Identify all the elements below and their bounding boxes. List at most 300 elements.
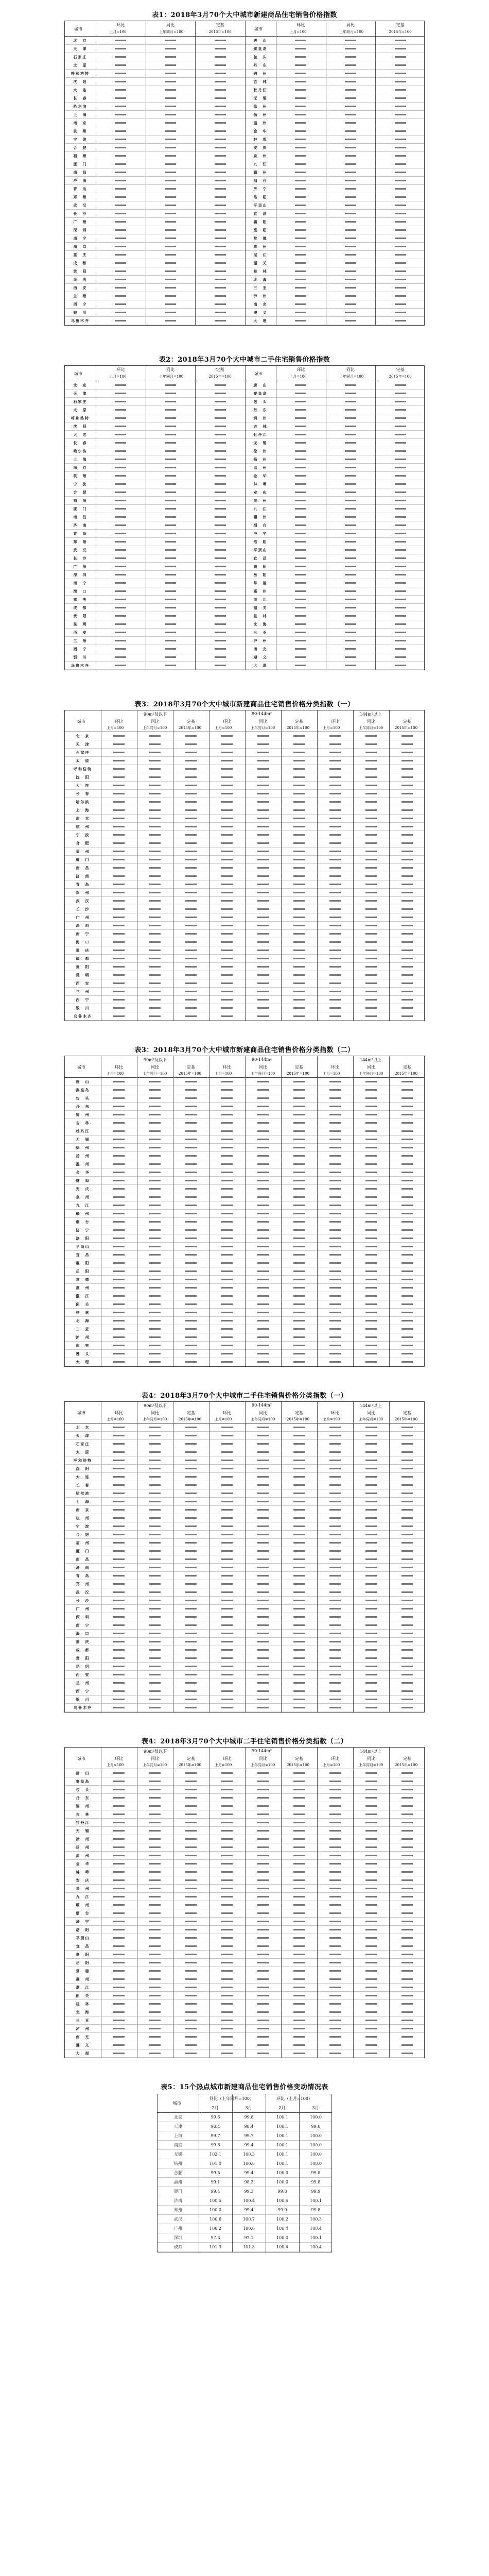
value-cell [293,1188,305,1190]
value-cell [365,1633,377,1634]
value-cell [165,213,176,214]
value-cell [221,1172,233,1173]
value-cell [257,1320,269,1321]
value-cell [345,656,356,658]
table-row [65,1810,424,1819]
value-cell [295,180,306,181]
value-cell [329,859,341,860]
value-cell [293,1254,305,1256]
value-cell [113,1558,125,1560]
value-cell [365,982,377,984]
table-row [65,1012,424,1021]
value-cell [165,97,176,99]
table-row [65,1448,424,1456]
value-cell [345,196,356,198]
value-cell [113,1550,125,1552]
value-cell [221,1303,233,1305]
value-cell [365,1172,377,1173]
value-cell [257,834,269,836]
value-cell [257,1567,269,1568]
value-cell [293,999,305,1001]
table-row [65,521,424,530]
value-cell [165,426,176,427]
value-cell [395,533,406,534]
table-row [65,127,424,135]
table-row [65,2049,424,2058]
value-cell [293,1641,305,1642]
value-cell [257,1089,269,1091]
value-cell [185,1879,197,1881]
header-city: 城市 [77,1411,85,1415]
value-cell [329,933,341,935]
header-base-label: 上年同月=100 [159,375,184,379]
value-cell: 98.4 [244,2124,254,2129]
value-cell [401,991,413,992]
value-cell [345,246,356,247]
value-cell [257,1238,269,1239]
value-cell [115,262,126,264]
value-cell [329,1451,341,1453]
header-metric-label: 同比 [259,1756,267,1761]
value-cell [293,1353,305,1354]
value-cell [113,1451,125,1453]
table-row [65,889,424,897]
table-row [65,1078,424,1086]
value-cell [345,426,356,427]
value-cell [329,1468,341,1469]
value-cell [165,89,176,91]
value-cell [185,1295,197,1297]
value-cell [215,401,226,402]
value-cell: 99.9 [311,2189,321,2194]
city-name: 湛 江 [253,252,268,257]
table-row [65,1679,424,1687]
header-base-label: 上月=100 [323,726,340,730]
value-cell [329,2044,341,2046]
value-cell [221,1888,233,1889]
header-month-label: 3月 [245,2106,252,2110]
value-cell [113,1838,125,1840]
value-cell [185,1501,197,1502]
value-cell [401,1106,413,1107]
header-metric-label: 定基 [187,1756,195,1761]
value-cell [395,492,406,493]
value-cell: 100.6 [209,2217,221,2222]
value-cell [395,417,406,419]
table-row [65,2000,424,2008]
city-name: 兰 州 [73,638,88,643]
value-cell [365,884,377,885]
value-cell [221,1221,233,1223]
value-cell [329,925,341,926]
value-cell [395,262,406,264]
city-name: 赣 州 [253,170,268,175]
value-cell [113,1196,125,1198]
header-size-group: 90-144m² [252,1057,272,1062]
value-cell [293,1707,305,1708]
value-cell [365,1246,377,1247]
column-rule [317,1056,318,1366]
table-row [65,596,424,604]
value-cell [185,1830,197,1832]
value-cell [401,2053,413,2054]
header-base-label: 2015年=100 [179,1417,202,1421]
value-cell: 100.1 [276,2161,288,2166]
value-cell [165,64,176,66]
table-row [65,1267,424,1276]
value-cell [257,1328,269,1330]
table-row [65,1243,424,1251]
city-name: 郑 州 [76,1582,90,1586]
value-cell [395,81,406,82]
city-name: 福 州 [76,1540,90,1545]
value-cell [185,826,197,827]
value-cell [113,867,125,869]
value-cell [395,114,406,115]
column-rule [281,1748,282,2058]
value-cell [185,1361,197,1363]
value-cell: 100.1 [276,2143,288,2147]
value-cell [221,982,233,984]
city-name: 太 原 [73,408,88,412]
table-row [158,2233,331,2243]
value-cell [365,1221,377,1223]
table-row [65,1794,424,1802]
value-cell [149,859,161,860]
table-row [65,1226,424,1234]
value-cell [401,793,413,794]
value-cell [365,1270,377,1272]
value-cell [329,950,341,951]
value-cell [329,1822,341,1823]
value-cell [257,1270,269,1272]
value-cell [257,1139,269,1140]
value-cell [401,2003,413,2005]
table-row [65,653,424,662]
value-cell [215,483,226,485]
value-cell [149,2036,161,2038]
value-cell [365,1649,377,1651]
value-cell [401,1163,413,1165]
value-cell [215,599,226,600]
value-cell [295,467,306,468]
value-cell [295,262,306,264]
city-name: 泸 州 [76,2026,90,2031]
value-cell [295,434,306,435]
value-cell [113,974,125,976]
value-cell [185,1526,197,1527]
value-cell [293,1007,305,1009]
city-name: 武 汉 [76,899,90,903]
city-name: 南 宁 [76,1623,90,1628]
value-cell [113,1945,125,1947]
city-name: 桂 林 [253,614,268,618]
city-name: 合 肥 [76,841,90,845]
value-cell [401,982,413,984]
header-metric-label: 环比 [223,1411,231,1415]
value-cell [185,1139,197,1140]
value-cell [257,1690,269,1692]
header-metric-label: 同比 [367,1411,375,1415]
value-cell [115,238,126,239]
value-cell [395,648,406,650]
value-cell [329,966,341,968]
value-cell [257,1476,269,1478]
value-cell [221,1122,233,1124]
value-cell [401,1114,413,1115]
value-cell [401,735,413,737]
value-cell [401,1855,413,1856]
value-cell [295,566,306,567]
value-cell [185,1238,197,1239]
header-metric-label: 同比 [151,1065,159,1070]
value-cell [221,1904,233,1906]
value-cell [185,2036,197,2038]
value-cell: 100.1 [310,2235,322,2240]
value-cell [401,1180,413,1181]
value-cell [401,1336,413,1338]
value-cell [365,892,377,893]
value-cell [395,196,406,198]
city-name: 南 昌 [73,170,88,175]
value-cell [185,776,197,778]
value-cell [215,106,226,107]
city-name: 昆 明 [73,277,88,282]
value-cell [115,188,126,190]
value-cell [295,155,306,157]
table-row [65,1103,424,1111]
value-cell [293,1805,305,1807]
city-name: 牡丹江 [253,432,268,437]
value-cell [295,409,306,411]
value-cell [221,1550,233,1552]
value-cell [257,1106,269,1107]
value-cell [401,1509,413,1511]
value-cell [149,1246,161,1247]
value-cell [257,1262,269,1264]
value-cell [293,1345,305,1346]
value-cell [113,1320,125,1321]
value-cell [221,851,233,852]
value-cell [149,1690,161,1692]
value-cell [115,508,126,510]
value-cell [165,270,176,272]
value-cell [113,768,125,770]
value-cell [185,1863,197,1865]
value-cell [115,172,126,173]
city-name: 秦皇岛 [76,1088,90,1092]
value-cell [257,941,269,943]
city-name: 九 江 [76,1203,90,1208]
value-cell [401,1443,413,1445]
city-name: 南 充 [76,2035,90,2039]
value-cell [257,1978,269,1980]
value-cell [149,1328,161,1330]
table-row [65,472,424,480]
city-name: 宁 波 [73,482,88,486]
header-group-label: 定基 [396,367,405,372]
value-cell [401,1493,413,1494]
value-cell [395,665,406,666]
value-cell [293,1130,305,1132]
value-cell [401,1995,413,1996]
value-cell [401,867,413,869]
value-cell [185,1649,197,1651]
city-name: 南 昌 [73,515,88,519]
value-cell [113,1353,125,1354]
value-cell [293,752,305,753]
value-cell [185,1089,197,1091]
value-cell [113,941,125,943]
value-cell [149,1221,161,1223]
city-name: 武 汉 [73,203,88,208]
table-row [65,905,424,913]
value-cell [185,818,197,819]
value-cell [221,1781,233,1782]
value-cell [293,1196,305,1198]
city-name: 南 宁 [73,236,88,241]
value-cell [221,1641,233,1642]
value-cell [401,1353,413,1354]
value-cell [401,1427,413,1428]
value-cell [221,925,233,926]
table-row [65,243,424,251]
value-cell [293,1896,305,1897]
value-cell [257,1015,269,1017]
value-cell [185,1962,197,1963]
city-name: 哈尔滨 [73,104,88,109]
value-cell [293,1213,305,1214]
value-cell [293,1879,305,1881]
header-base-label: 2015年=100 [389,30,412,34]
value-cell [115,270,126,272]
value-cell [401,752,413,753]
table-row [65,144,424,152]
value-cell [215,648,226,650]
value-cell [113,1830,125,1832]
table-row [65,78,424,86]
value-cell [257,1814,269,1815]
value-cell [185,875,197,877]
table-row [65,37,424,45]
value-cell [293,1789,305,1790]
value-cell [395,97,406,99]
value-cell [149,752,161,753]
header-base-label: 2015年=100 [395,1763,418,1767]
value-cell [215,188,226,190]
value-cell [365,785,377,786]
header-base-label: 2015年=100 [179,726,202,730]
city-name: 泉 州 [253,154,268,158]
value-cell [185,1303,197,1305]
value-cell [185,1443,197,1445]
value-cell [113,1147,125,1148]
value-cell [293,1443,305,1445]
city-name: 锦 州 [76,1112,90,1117]
value-cell [149,760,161,761]
value-cell [257,1460,269,1461]
value-cell [165,130,176,132]
value-cell [257,1888,269,1889]
city-name: 福 州 [73,498,88,503]
header-city: 城市 [173,2101,181,2106]
value-cell [185,1484,197,1486]
city-name: 厦门 [174,2189,182,2194]
value-cell [257,1345,269,1346]
value-cell [293,1682,305,1684]
city-name: 西 安 [76,1672,90,1677]
value-cell [215,196,226,198]
value-cell [395,459,406,460]
header-metric-label: 定基 [403,1756,411,1761]
column-rule [353,1056,354,1366]
value-cell [365,826,377,827]
city-name: 赣 州 [76,1211,90,1216]
city-name: 三 亚 [76,1327,90,1331]
value-cell [401,1567,413,1568]
value-cell [293,1451,305,1453]
value-cell [185,1781,197,1782]
value-cell [113,760,125,761]
value-cell [345,549,356,551]
value-cell [113,1978,125,1980]
value-cell [185,950,197,951]
value-cell [185,1468,197,1469]
value-cell [365,1822,377,1823]
header-size-group: 90-144m² [252,711,272,716]
value-cell [365,1674,377,1675]
value-cell [115,114,126,115]
value-cell [365,1427,377,1428]
value-cell [293,785,305,786]
city-name: 太 原 [76,758,90,763]
value-cell [329,1303,341,1305]
value-cell [345,64,356,66]
city-name: 银 川 [76,1697,90,1702]
table-row [65,996,424,1004]
value-cell [221,1443,233,1445]
value-cell [185,925,197,926]
city-name: 大 理 [253,663,268,668]
value-cell [215,147,226,148]
value-cell [149,2044,161,2046]
value-cell [295,254,306,256]
value-cell [401,1863,413,1865]
value-cell [345,623,356,625]
city-name: 南 宁 [73,581,88,585]
value-cell [395,615,406,617]
city-name: 北 海 [253,277,268,282]
value-cell [329,1995,341,1996]
table-row [65,300,424,309]
value-cell [149,1954,161,1955]
value-cell [149,1188,161,1190]
value-cell [365,1863,377,1865]
value-cell [295,188,306,190]
value-cell [329,1863,341,1865]
value-cell [293,1954,305,1955]
value-cell [401,900,413,902]
value-cell [293,1575,305,1577]
value-cell [115,566,126,567]
table-row [65,1918,424,1926]
value-cell [293,884,305,885]
value-cell [185,2028,197,2029]
value-cell [149,1443,161,1445]
value-cell: 100.7 [243,2217,255,2222]
value-cell [185,1476,197,1478]
value-cell [395,303,406,305]
